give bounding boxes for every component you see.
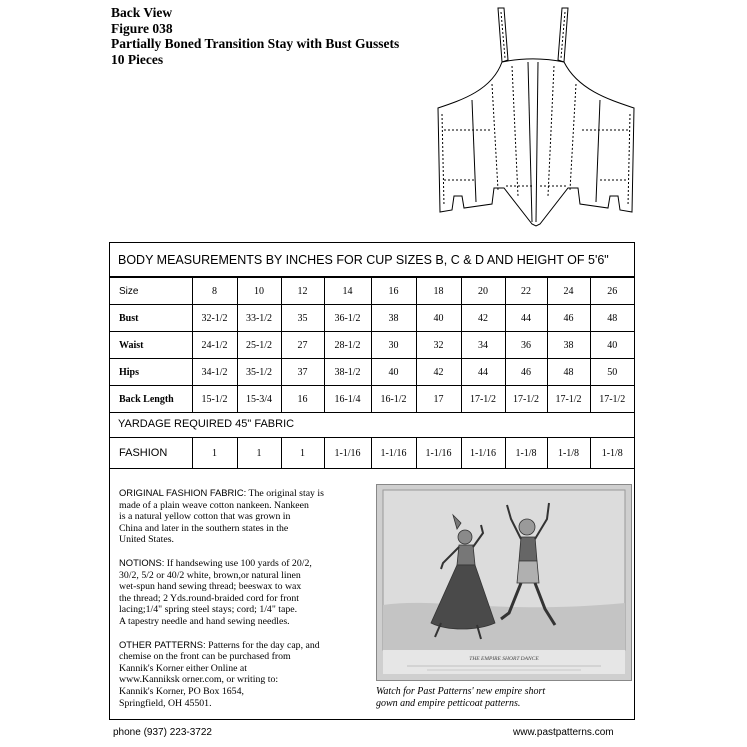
value-cell: 38-1/2 <box>324 359 371 386</box>
notions-note <box>119 557 354 628</box>
value-cell: 16-1/4 <box>324 386 371 413</box>
value-cell: 44 <box>505 305 547 332</box>
note-text: 30/2, 5/2 or 40/2 white, brown,or natural linen <box>119 569 301 581</box>
waist-row <box>110 332 634 359</box>
value-cell: 15-3/4 <box>237 386 281 413</box>
value-cell: 24-1/2 <box>192 332 237 359</box>
figure-number: Figure 038 <box>111 20 173 36</box>
value-cell: 33-1/2 <box>237 305 281 332</box>
value-cell: 30 <box>371 332 416 359</box>
value-cell: 50 <box>590 359 634 386</box>
value-cell: 38 <box>547 332 590 359</box>
value-cell: 40 <box>371 359 416 386</box>
value-cell: 1 <box>281 438 324 468</box>
size-cell: 10 <box>237 278 281 305</box>
size-cell: 12 <box>281 278 324 305</box>
value-cell: 16 <box>281 386 324 413</box>
value-cell: 48 <box>547 359 590 386</box>
value-cell: 38 <box>371 305 416 332</box>
note-text: Kannik's Korner, PO Box 1654, <box>119 685 244 697</box>
other-patterns-note <box>119 639 354 710</box>
row-label: Back Length <box>110 386 192 413</box>
note-text: Patterns for the day cap, and <box>205 639 320 651</box>
row-label: FASHION <box>110 438 192 468</box>
footer-phone: phone (937) 223-3722 <box>113 727 212 738</box>
value-cell: 17-1/2 <box>461 386 505 413</box>
note-text: China and later in the southern states in the <box>119 522 289 534</box>
value-cell: 32 <box>416 332 461 359</box>
size-cell: 26 <box>590 278 634 305</box>
value-cell: 1-1/16 <box>416 438 461 468</box>
size-cell: 8 <box>192 278 237 305</box>
value-cell: 40 <box>590 332 634 359</box>
value-cell: 15-1/2 <box>192 386 237 413</box>
value-cell: 32-1/2 <box>192 305 237 332</box>
note-text: the thread; 2 Yds.round-braided cord for front <box>119 592 300 604</box>
other-patterns-heading: OTHER PATTERNS: <box>119 638 206 650</box>
measurement-sheet <box>109 242 635 720</box>
measurements-table <box>110 277 634 413</box>
value-cell: 17-1/2 <box>590 386 634 413</box>
note-text: is a natural yellow cotton that was grown in <box>119 511 291 523</box>
note-text: chemise on the front can be purchased from <box>119 651 291 663</box>
value-cell: 44 <box>461 359 505 386</box>
value-cell: 1-1/16 <box>461 438 505 468</box>
bust-row <box>110 305 634 332</box>
divider <box>110 468 634 469</box>
value-cell: 36-1/2 <box>324 305 371 332</box>
value-cell: 1-1/16 <box>371 438 416 468</box>
value-cell: 25-1/2 <box>237 332 281 359</box>
value-cell: 40 <box>416 305 461 332</box>
fabric-heading: ORIGINAL FASHION FABRIC: <box>119 487 247 498</box>
note-text: The original stay is <box>246 488 324 499</box>
note-text: wet-spun hand sewing thread; beeswax to wax <box>119 581 302 593</box>
stay-back-view-drawing <box>432 0 644 232</box>
row-label: Hips <box>110 359 192 386</box>
value-cell: 16-1/2 <box>371 386 416 413</box>
fashion-row <box>110 438 634 468</box>
value-cell: 42 <box>461 305 505 332</box>
footer-website[interactable]: www.pastpatterns.com <box>513 727 614 738</box>
size-cell: 22 <box>505 278 547 305</box>
value-cell: 17-1/2 <box>547 386 590 413</box>
view-label: Back View <box>111 5 173 20</box>
fabric-note <box>119 487 354 546</box>
note-text: A tapestry needle and hand sewing needles. <box>119 615 290 627</box>
hips-row <box>110 359 634 386</box>
size-row <box>110 278 634 305</box>
value-cell: 48 <box>590 305 634 332</box>
value-cell: 1 <box>237 438 281 468</box>
value-cell: 37 <box>281 359 324 386</box>
value-cell: 34 <box>461 332 505 359</box>
back-length-row <box>110 386 634 413</box>
value-cell: 27 <box>281 332 324 359</box>
note-text: Kannik's Korner either Online at <box>119 662 247 674</box>
illustration-caption <box>376 686 632 710</box>
value-cell: 34-1/2 <box>192 359 237 386</box>
value-cell: 46 <box>547 305 590 332</box>
dancers-illustration <box>376 484 632 681</box>
size-cell: 24 <box>547 278 590 305</box>
value-cell: 17 <box>416 386 461 413</box>
size-label: Size <box>110 278 192 305</box>
note-text: If handsewing use 100 yards of 20/2, <box>164 557 312 569</box>
value-cell: 35-1/2 <box>237 359 281 386</box>
value-cell: 1-1/8 <box>590 438 634 468</box>
note-text: United States. <box>119 534 174 546</box>
caption-text: gown and empire petticoat patterns. <box>376 698 521 709</box>
note-text: lacing;1/4" spring steel stays; cord; 1/4" tape. <box>119 604 298 616</box>
piece-count: 10 Pieces <box>111 51 164 67</box>
note-text: Springfield, OH 45501. <box>119 697 212 709</box>
notes-column <box>119 487 354 720</box>
caption-text: Watch for Past Patterns' new empire short <box>376 686 546 697</box>
value-cell: 17-1/2 <box>505 386 547 413</box>
value-cell: 1-1/16 <box>324 438 371 468</box>
page-header <box>111 5 399 67</box>
note-text: made of a plain weave cotton nankeen. Nankeen <box>119 499 309 511</box>
yardage-table <box>110 438 634 468</box>
size-cell: 18 <box>416 278 461 305</box>
row-label: Bust <box>110 305 192 332</box>
value-cell: 42 <box>416 359 461 386</box>
value-cell: 1 <box>192 438 237 468</box>
value-cell: 35 <box>281 305 324 332</box>
pattern-title: Partially Boned Transition Stay with Bust Gussets <box>111 36 400 51</box>
size-cell: 16 <box>371 278 416 305</box>
value-cell: 46 <box>505 359 547 386</box>
measurements-title: BODY MEASUREMENTS BY INCHES FOR CUP SIZES B, C & D AND HEIGHT OF 5'6" <box>110 243 634 277</box>
plate-title: THE EMPIRE SHORT DANCE <box>469 656 539 662</box>
notions-heading: NOTIONS: <box>119 556 165 568</box>
value-cell: 28-1/2 <box>324 332 371 359</box>
row-label: Waist <box>110 332 192 359</box>
size-cell: 14 <box>324 278 371 305</box>
value-cell: 36 <box>505 332 547 359</box>
value-cell: 1-1/8 <box>547 438 590 468</box>
size-cell: 20 <box>461 278 505 305</box>
value-cell: 1-1/8 <box>505 438 547 468</box>
yardage-title: YARDAGE REQUIRED 45" FABRIC <box>110 411 634 438</box>
note-text: www.Kanniksk orner.com, or writing to: <box>119 674 279 686</box>
